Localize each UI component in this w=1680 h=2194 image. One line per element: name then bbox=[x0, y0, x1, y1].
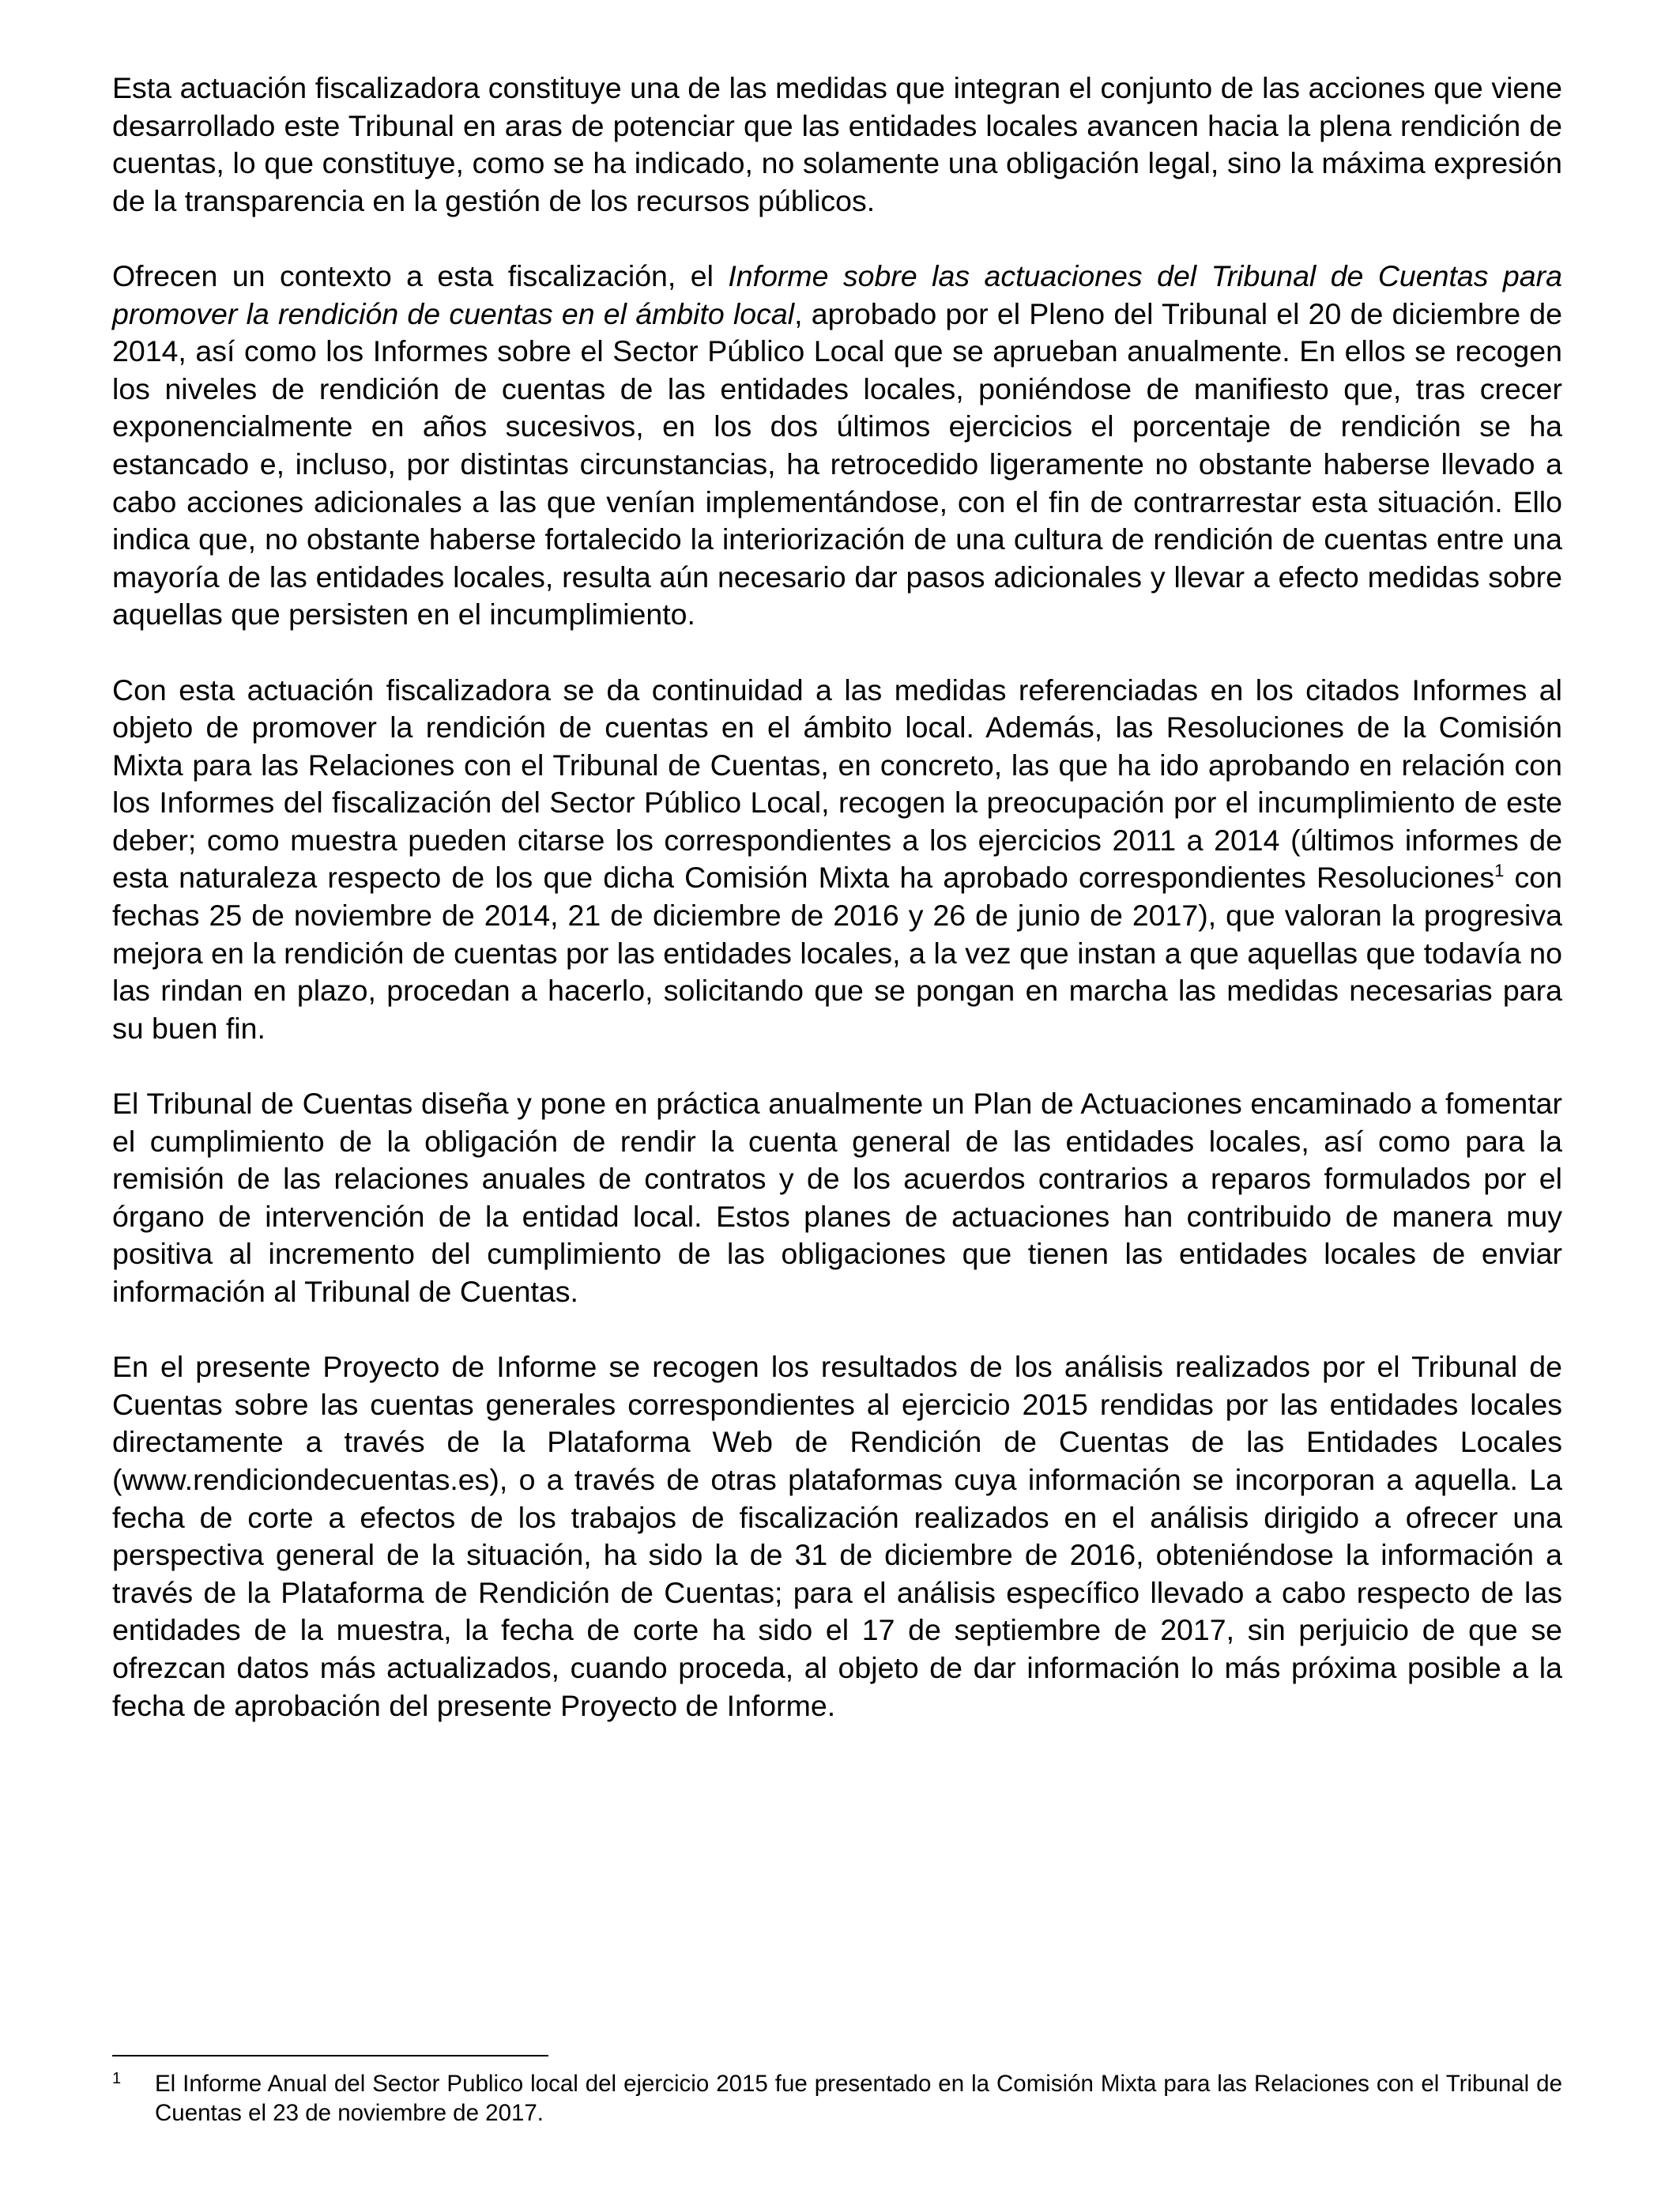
paragraph-3 bbox=[112, 672, 1562, 1048]
paragraph-5 bbox=[112, 1348, 1562, 1725]
paragraph-2 bbox=[112, 258, 1562, 634]
paragraph-3-text-start: Con esta actuación fiscalizadora se da continuidad a las medidas referenciadas en los citados Informes al objeto de promover la rendición de cuentas en el ámbito local. Además, las Resoluciones de la Comisión Mixta para las Relaciones con el Tribunal de Cuentas, en concreto, las que ha ido aprobando en relación con los Informes del fiscalización del Sector Público Local, recogen la preocupación por el incumplimiento de este deber; como muestra pueden citarse los correspondientes a los ejercicios 2011 a 2014 (últimos informes de esta naturaleza respecto de los que dicha Comisión Mixta ha aprobado correspondientes Resoluciones bbox=[112, 673, 1562, 895]
paragraph-4-text: El Tribunal de Cuentas diseña y pone en práctica anualmente un Plan de Actuaciones encaminado a fomentar el cumplimiento de la obligación de rendir la cuenta general de las entidades locales, así como para la remisión de las relaciones anuales de contratos y de los acuerdos contrarios a reparos formulados por el órgano de intervención de la entidad local. Estos planes de actuaciones han contribuido de manera muy positiva al incremento del cumplimiento de las obligaciones que tienen las entidades locales de enviar información al Tribunal de Cuentas. bbox=[112, 1087, 1562, 1308]
document-body bbox=[112, 70, 1562, 1725]
paragraph-5-text: En el presente Proyecto de Informe se recogen los resultados de los análisis realizados por el Tribunal de Cuentas sobre las cuentas generales correspondientes al ejercicio 2015 rendidas por las entidades locales directamente a través de la Plataforma Web de Rendición de Cuentas de las Entidades Locales (www.rendiciondecuentas.es), o a través de otras plataformas cuya información se incorporan a aquella. La fecha de corte a efectos de los trabajos de fiscalización realizados en el análisis dirigido a ofrecer una perspectiva general de la situación, ha sido la de 31 de diciembre de 2016, obteniéndose la información a través de la Plataforma de Rendición de Cuentas; para el análisis específico llevado a cabo respecto de las entidades de la muestra, la fecha de corte ha sido el 17 de septiembre de 2017, sin perjuicio de que se ofrezcan datos más actualizados, cuando proceda, al objeto de dar información lo más próxima posible a la fecha de aprobación del presente Proyecto de Informe. bbox=[112, 1350, 1562, 1722]
report-title-italic: Informe sobre las actuaciones del Tribunal de Cuentas para promover la rendición de cuentas en el ámbito local bbox=[112, 258, 1562, 330]
footnote-reference[interactable]: 1 bbox=[1494, 861, 1505, 881]
footnote-separator bbox=[112, 2055, 548, 2056]
footnote bbox=[112, 2069, 1562, 2128]
paragraph-1-text: Esta actuación fiscalizadora constituye una de las medidas que integran el conjunto de las acciones que viene desarrollado este Tribunal en aras de potenciar que las entidades locales avancen hacia la plena rendición de cuentas, lo que constituye, como se ha indicado, no solamente una obligación legal, sino la máxima expresión de la transparencia en la gestión de los recursos públicos. bbox=[112, 71, 1562, 217]
paragraph-1 bbox=[112, 70, 1562, 220]
paragraph-2-text-end: , aprobado por el Pleno del Tribunal el 20 de diciembre de 2014, así como los Informes sobre el Sector Público Local que se aprueban anualmente. En ellos se recogen los niveles de rendición de cuentas de las entidades locales, poniéndose de manifiesto que, tras crecer exponencialmente en años sucesivos, en los dos últimos ejercicios el porcentaje de rendición se ha estancado e, incluso, por distintas circunstancias, ha retrocedido ligeramente no obstante haberse llevado a cabo acciones adicionales a las que venían implementándose, con el fin de contrarrestar esta situación. Ello indica que, no obstante haberse fortalecido la interiorización de una cultura de rendición de cuentas entre una mayoría de las entidades locales, resulta aún necesario dar pasos adicionales y llevar a efecto medidas sobre aquellas que persisten en el incumplimiento. bbox=[112, 296, 1563, 631]
paragraph-2-text-start: Ofrecen un contexto a esta fiscalización, el bbox=[112, 258, 729, 292]
paragraph-4 bbox=[112, 1085, 1562, 1311]
footnote-number: 1 bbox=[112, 2070, 122, 2087]
paragraph-3-text-end: con fechas 25 de noviembre de 2014, 21 de diciembre de 2016 y 26 de junio de 2017), que valoran la progresiva mejora en la rendición de cuentas por las entidades locales, a la vez que instan a que aquellas que todavía no las rindan en plazo, procedan a hacerlo, solicitando que se pongan en marcha las medidas necesarias para su buen fin. bbox=[112, 861, 1562, 1045]
footnote-text: El Informe Anual del Sector Publico local del ejercicio 2015 fue presentado en la Comisión Mixta para las Relaciones con el Tribunal de Cuentas el 23 de noviembre de 2017. bbox=[155, 2071, 1562, 2126]
